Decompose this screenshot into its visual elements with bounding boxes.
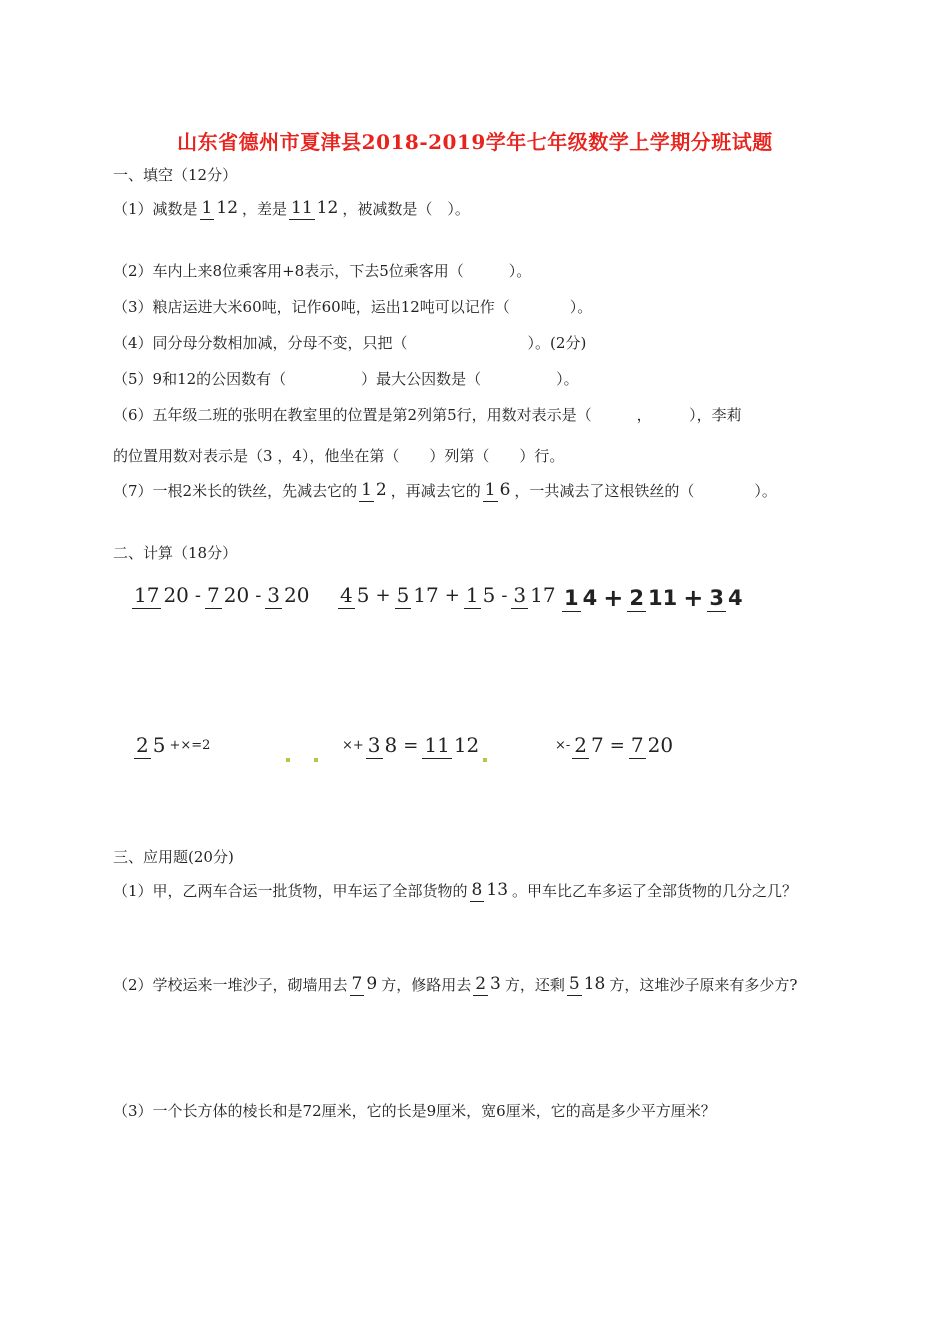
fraction: 7 9	[351, 973, 378, 994]
operator: +	[375, 585, 391, 606]
section2-heading: 二、计算（18分）	[113, 544, 238, 562]
section1-heading: 一、填空（12分）	[113, 166, 238, 184]
operator: +	[603, 584, 624, 612]
q1-text-b: ，差是	[242, 200, 288, 218]
q7-text-a: （7）一根2米长的铁丝，先减去它的	[113, 482, 358, 500]
operator: -	[255, 585, 262, 606]
question-3-2	[113, 974, 797, 995]
fraction: 11 12	[291, 197, 339, 218]
expression-3	[560, 584, 747, 612]
q3-2-text-d: 方，这堆沙子原来有多少方?	[609, 976, 798, 994]
question-1-2: （2）车内上来8位乘客用+8表示，下去5位乘客用（ ）。	[113, 262, 532, 280]
fraction: 11 12	[424, 733, 480, 757]
operator: -	[501, 585, 508, 606]
q3-2-text-c: 方，还剩	[504, 976, 565, 994]
fraction: 7 20	[207, 583, 250, 607]
question-3-3: （3）一个长方体的棱长和是72厘米，它的长是9厘米，宽6厘米，它的高是多少平方厘米？	[113, 1102, 716, 1120]
scan-mark	[314, 758, 318, 762]
expression-4	[132, 734, 210, 757]
fraction: 2 5	[136, 733, 166, 757]
fraction: 5 17	[396, 583, 439, 607]
q1-text-c: ，被减数是（ ）。	[342, 200, 470, 218]
question-1-3: （3）粮店运进大米60吨，记作60吨，运出12吨可以记作（ ）。	[113, 298, 593, 316]
expression-5	[342, 734, 483, 757]
q3-1-text-b: 。甲车比乙车多运了全部货物的几分之几？	[512, 882, 798, 900]
scan-mark	[286, 758, 290, 762]
fraction: 3 17	[513, 583, 556, 607]
fraction: 1 5	[465, 583, 496, 607]
question-1-1	[113, 198, 470, 219]
question-1-6b: 的位置用数对表示是（3 ，4），他坐在第（ ）列第（ ）行。	[113, 447, 565, 465]
q3-2-text-b: 方，修路用去	[381, 976, 472, 994]
operator: -	[194, 585, 201, 606]
q3-2-text-a: （2）学校运来一堆沙子，砌墙用去	[113, 976, 348, 994]
question-1-6a: （6）五年级二班的张明在教室里的位置是第2列第5行，用数对表示是（ ， ），李莉	[113, 406, 742, 424]
expression-5-prefix: ×+	[342, 738, 364, 753]
q7-text-b: ，再减去它的	[390, 482, 481, 500]
fraction: 1 6	[484, 479, 511, 500]
fraction: 8 13	[471, 879, 509, 900]
scan-mark	[483, 758, 487, 762]
question-3-1	[113, 880, 797, 901]
question-1-5: （5）9和12的公因数有（ ）最大公因数是（ ）。	[113, 370, 579, 388]
fraction: 1 2	[361, 479, 387, 500]
fraction: 17 20	[134, 583, 189, 607]
page-title: 山东省德州市夏津县2018-2019学年七年级数学上学期分班试题	[177, 130, 773, 154]
expression-1	[130, 584, 313, 607]
section3-heading: 三、应用题(20分)	[113, 848, 234, 866]
fraction: 1 4	[564, 585, 598, 610]
expression-6	[555, 734, 677, 757]
fraction: 2 3	[475, 973, 501, 994]
equals-sign: =	[403, 735, 419, 756]
fraction: 7 20	[630, 733, 674, 757]
expression-4-rest: +×=2	[169, 738, 211, 753]
fraction: 4 5	[340, 583, 370, 607]
question-1-4: （4）同分母分数相加减，分母不变，只把（ ）。(2分)	[113, 334, 587, 352]
equals-sign: =	[609, 735, 625, 756]
question-1-7	[113, 480, 777, 501]
q1-text-a: （1）减数是	[113, 200, 198, 218]
q3-1-text-a: （1）甲，乙两车合运一批货物，甲车运了全部货物的	[113, 882, 468, 900]
expression-6-prefix: ×-	[555, 738, 571, 753]
fraction: 5 18	[568, 973, 606, 994]
operator: +	[683, 584, 704, 612]
operator: +	[444, 585, 460, 606]
fraction: 1 12	[201, 197, 239, 218]
fraction: 2 11	[629, 585, 678, 610]
fraction: 3 8	[367, 733, 398, 757]
fraction: 3 4	[709, 585, 743, 610]
expression-2	[336, 584, 560, 607]
q7-text-c: ，一共减去了这根铁丝的（ ）。	[514, 482, 777, 500]
fraction: 3 20	[267, 583, 310, 607]
fraction: 2 7	[574, 733, 604, 757]
